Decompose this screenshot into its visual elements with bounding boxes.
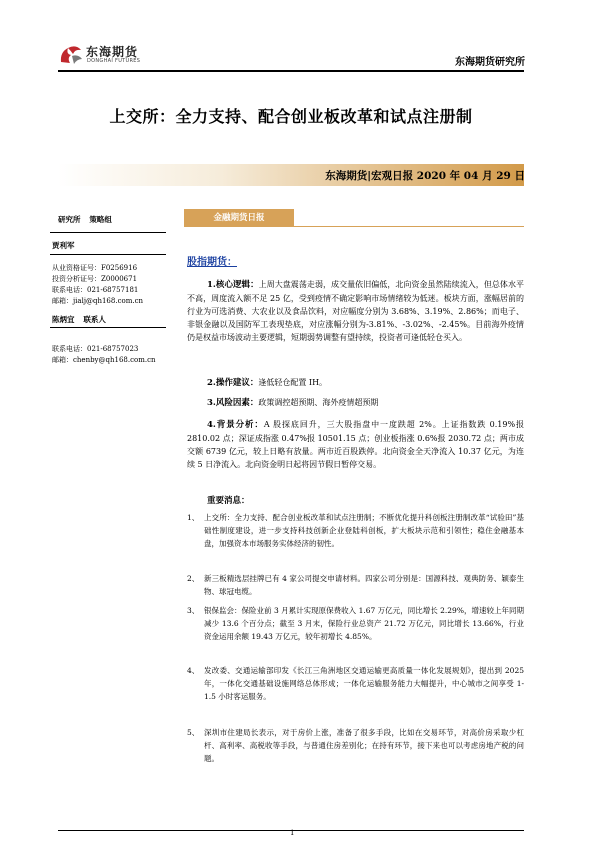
analyst-2-role: 联系人 — [83, 315, 106, 324]
background-lead: 4.背景分析： — [207, 420, 264, 430]
sidebar-divider — [50, 232, 166, 233]
news-3-number: 3、 — [187, 606, 200, 615]
dept-label: 研究所 — [58, 215, 81, 224]
analyst-1-info — [52, 263, 143, 307]
analyst-2-email: 邮箱：chenby@qh168.com.cn — [52, 356, 156, 364]
analyst-2-info — [52, 344, 156, 366]
news-3-text: 银保监会：保险业前 3 月累计实现原保费收入 1.67 万亿元，同比增长 2.29%，增速较上年同期减少 13.6 个百分点；截至 3 月末，保险行业总资产 21.72 万亿元，同比增长 13.66%，行业资金运用余额 19.43 万亿元，较年初增长 4.85%。 — [204, 606, 524, 641]
company-logo — [58, 42, 178, 68]
logo-text-cn: 东海期货 — [86, 45, 139, 59]
analyst-1-invest-license: 投资分析证号：Z0000671 — [52, 275, 138, 283]
news-2-text: 新三板精选层挂牌已有 4 家公司提交申请材料。四家公司分别是：国源科技、观典防务、颖泰生物、球冠电缆。 — [204, 574, 524, 596]
analyst-1 — [52, 240, 75, 252]
news-4-number: 4、 — [187, 666, 200, 675]
section-heading: 股指期货： — [187, 257, 237, 268]
analyst-divider — [50, 254, 166, 255]
strategy-text: 逢低轻仓配置 IH。 — [258, 378, 328, 387]
news-1-text: 上交所：全力支持、配合创业板改革和试点注册制；不断优化提升科创板注册制改革“试验田”基础性制度建设，进一步支持科技创新企业登陆科创板，扩大板块示范和引领性；稳住金融基本盘，加强资本市场服务实体经济的韧性。 — [204, 513, 524, 548]
donghai-logo-icon — [58, 42, 84, 66]
logo-text-en: DONGHAI FUTURES — [87, 58, 141, 64]
core-logic-paragraph — [187, 278, 524, 344]
analyst-2-divider — [50, 327, 166, 328]
risk-text: 政策调控超预期、海外疫情超预期 — [258, 398, 379, 407]
analyst-2 — [52, 314, 106, 326]
header-divider — [58, 70, 524, 72]
news-1-number: 1、 — [187, 513, 200, 522]
news-2-number: 2、 — [187, 574, 200, 583]
analyst-1-phone: 联系电话：021-68757181 — [52, 286, 139, 294]
tag-underline — [294, 226, 524, 227]
background-text: A 股探底回升，三大股指盘中一度跌超 2%。上证指数跌 0.19%报 2810.02 点；深证成指涨 0.47%报 10501.15 点；创业板指涨 0.6%报 2030.72 点；两市成交额 6739 亿元，较上日略有放量。两市近百股跌停。北向资金全天净流入 10.37 亿元，为连续 5 日净流入。北向资金明日起将因节假日暂停交易。 — [187, 420, 525, 469]
strategy-lead: 2.操作建议： — [207, 378, 259, 388]
header-org: 东海期货研究所 — [455, 57, 525, 68]
news-heading: 重要消息： — [207, 496, 250, 506]
news-5-text: 深圳市住建局长表示，对于房价上涨，准备了很多手段，比如在交易环节，对高价房采取少杠杆、高利率、高税收等手段，与普通住房差别化；在持有环节，接下来也可以考虑房地产税的问题。 — [204, 728, 524, 763]
risk-lead: 3.风险因素： — [207, 398, 259, 408]
page-title: 上交所：全力支持、配合创业板改革和试点注册制 — [109, 107, 473, 126]
analyst-2-phone: 联系电话：021-68757023 — [52, 345, 139, 353]
background-paragraph — [187, 418, 524, 471]
core-logic-lead: 1.核心逻辑： — [207, 280, 259, 290]
news-4-text: 发改委、交通运输部印发《长江三角洲地区交通运输更高质量一体化发展规划》，提出到 2025 年，一体化交通基础设施网络总体形成；一体化运输服务能力大幅提升，中心城市之间享受 1-1.5 小时客运服务。 — [204, 666, 524, 701]
core-logic-text: 上周大盘震荡走弱，成交量依旧偏低，北向资金虽然陆续流入，但总体水平不高，周度流入额不足 25 亿，受到疫情不确定影响市场情绪较为低迷。板块方面，涨幅居前的行业为可选消费、大农业以及食品饮料，对应幅度分别为 3.68%、3.19%、2.86%；而电子、非银金融以及国防军工表现垫底，对应涨幅分别为-3.81%、-3.02%、-2.45%。目前海外疫情仍是权益市场波动主要逻辑，短期弱势调整有望持续，投资者可逢低轻仓买入。 — [187, 280, 525, 342]
dept-line — [58, 214, 112, 226]
analyst-1-license: 从业资格证号：F0256916 — [52, 264, 138, 272]
analyst-1-email: 邮箱：jialj@qh168.com.cn — [52, 297, 143, 305]
risk-paragraph — [187, 396, 524, 410]
dept-name: 策略组 — [89, 215, 112, 224]
news-5-number: 5、 — [187, 728, 200, 737]
analyst-2-name: 陈炳宜 — [52, 315, 75, 324]
section-tag: 金融期货日报 — [184, 209, 294, 227]
strategy-paragraph — [187, 376, 524, 390]
page-number: 1 — [290, 829, 295, 837]
analyst-1-name: 贾利军 — [52, 241, 75, 250]
report-date: 东海期货|宏观日报 2020 年 04 月 29 日 — [325, 170, 525, 182]
